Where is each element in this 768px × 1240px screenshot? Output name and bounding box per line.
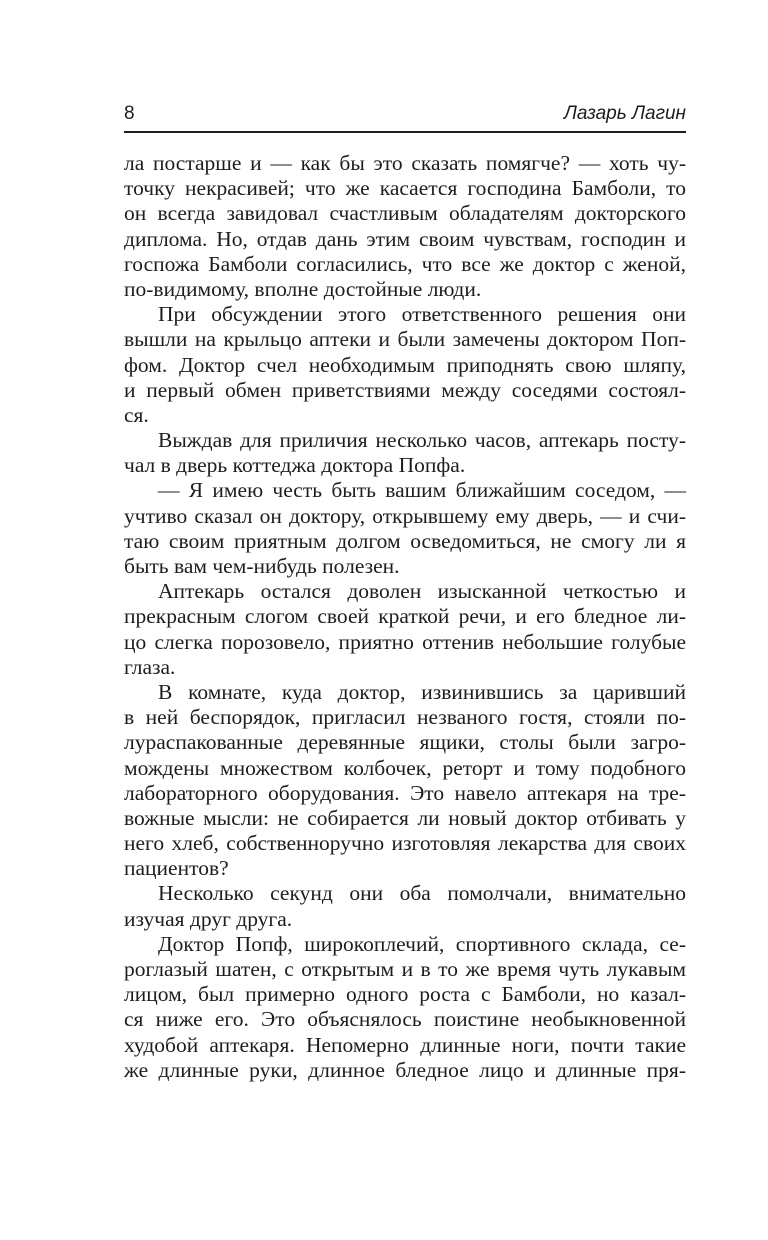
paragraph — [124, 579, 686, 680]
text-line: прекрасным слогом своей краткой речи, и его бледное ли- — [124, 604, 686, 629]
text-line: него хлеб, собственноручно изготовляя лекарства для своих — [124, 831, 686, 856]
text-line: вожные мысли: не собирается ли новый доктор отбивать у — [124, 805, 686, 830]
paragraph — [124, 478, 686, 579]
running-head-author: Лазарь Лагин — [563, 103, 686, 124]
paragraph — [124, 302, 686, 428]
text-line: фом. Доктор счел необходимым приподнять свою шляпу, — [124, 352, 686, 377]
body-text — [124, 151, 686, 1083]
text-line: изучая друг друга. — [124, 906, 293, 931]
book-page — [124, 98, 686, 1083]
text-line: таю своим приятным долгом осведомиться, не смогу ли я — [124, 528, 686, 553]
text-line: При обсуждении этого ответственного решения они — [158, 302, 686, 327]
text-line: точку некрасивей; что же касается господина Бамболи, то — [124, 176, 686, 201]
text-line: быть вам чем-нибудь полезен. — [124, 554, 400, 578]
text-line: Несколько секунд они оба помолчали, внимательно — [158, 881, 686, 906]
text-line: ся ниже его. Это объяснялось поистине необыкновенной — [124, 1007, 686, 1032]
page-number: 8 — [124, 103, 135, 124]
text-line: и первый обмен приветствиями между соседями состоял- — [124, 377, 686, 402]
text-line: глаза. — [124, 654, 176, 679]
text-line: лицом, был примерно одного роста с Бамболи, но казал- — [124, 982, 686, 1007]
paragraph — [124, 680, 686, 882]
text-line: мождены множеством колбочек, реторт и тому подобного — [124, 755, 686, 780]
text-line: учтиво сказал он доктору, открывшему ему дверь, — и счи- — [124, 503, 686, 528]
text-line: Доктор Попф, широкоплечий, спортивного склада, се- — [158, 931, 686, 956]
text-line: он всегда завидовал счастливым обладателям докторского — [124, 201, 686, 226]
paragraph — [124, 932, 686, 1083]
paragraph — [124, 428, 686, 478]
text-line: в ней беспорядок, пригласил незваного гостя, стояли по- — [124, 705, 686, 730]
text-line: Аптекарь остался доволен изысканной четкостью и — [158, 579, 686, 604]
running-header — [124, 98, 686, 129]
text-line: ся. — [124, 402, 149, 427]
text-line: В комнате, куда доктор, извинившись за царивший — [158, 679, 686, 704]
text-line: лураспакованные деревянные ящики, столы были загро- — [124, 730, 686, 755]
paragraph — [124, 151, 686, 302]
text-line: Выждав для приличия несколько часов, аптекарь посту- — [158, 428, 686, 453]
text-line: диплома. Но, отдав дань этим своим чувствам, господин и — [124, 226, 686, 251]
text-line: лабораторного оборудования. Это навело аптекаря на тре- — [124, 780, 686, 805]
text-line: госпожа Бамболи согласились, что все же доктор с женой, — [124, 251, 686, 276]
text-line: цо слегка порозовело, приятно оттенив небольшие голубые — [124, 629, 686, 654]
text-line: роглазый шатен, с открытым и в то же время чуть лукавым — [124, 957, 686, 981]
text-line: по-видимому, вполне достойные люди. — [124, 276, 482, 301]
text-line: пациентов? — [124, 856, 229, 881]
text-line: — Я имею честь быть вашим ближайшим соседом, — — [158, 478, 686, 503]
text-line: ла постарше и — как бы это сказать помягче? — хоть чу- — [124, 151, 686, 175]
header-rule — [124, 131, 686, 133]
paragraph — [124, 881, 686, 931]
text-line: вышли на крыльцо аптеки и были замечены доктором Поп- — [124, 327, 686, 352]
text-line: же длинные руки, длинное бледное лицо и длинные пря- — [124, 1057, 686, 1082]
text-line: худобой аптекаря. Непомерно длинные ноги, почти такие — [124, 1032, 686, 1057]
text-line: чал в дверь коттеджа доктора Попфа. — [124, 453, 466, 478]
